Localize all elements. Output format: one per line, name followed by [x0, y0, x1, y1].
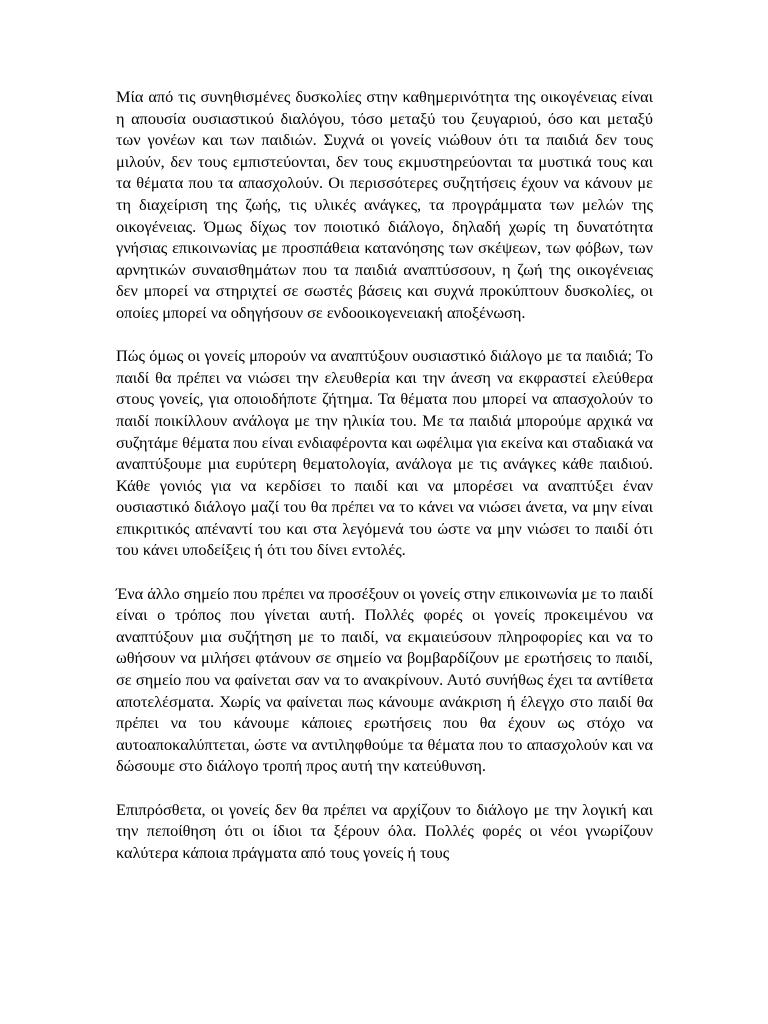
paragraph-1: Μία από τις συνηθισμένες δυσκολίες στην καθημερινότητα της οικογένειας είναι η απουσία ουσιαστικού διαλόγου, τόσο μεταξύ του ζευγαριού, όσο και μεταξύ των γονέων και των παιδιών. Συχνά οι γονείς νιώθουν ότι τα παιδιά δεν τους μιλούν, δεν τους εμπιστεύονται, δεν τους εκμυστηρεύονται τα μυστικά τους και τα θέματα που τα απασχολούν. Οι περισσότερες συζητήσεις έχουν να κάνουν με τη διαχείριση της ζωής, τις υλικές ανάγκες, τα προγράμματα των μελών της οικογένειας. Όμως δίχως τον ποιοτικό διάλογο, δηλαδή χωρίς τη δυνατότητα γνήσιας επικοινωνίας με προσπάθεια κατανόησης των σκέψεων, των φόβων, των αρνητικών συναισθημάτων που τα παιδιά αναπτύσσουν, η ζωή της οικογένειας δεν μπορεί να στηριχτεί σε σωστές βάσεις και συχνά προκύπτουν δυσκολίες, οι οποίες μπορεί να οδηγήσουν σε ενδοοικογενειακή αποξένωση.: [116, 87, 653, 322]
document-page: [116, 86, 653, 863]
paragraph-4: Επιπρόσθετα, οι γονείς δεν θα πρέπει να αρχίζουν το διάλογο με την λογική και την πεποίθηση ότι οι ίδιοι τα ξέρουν όλα. Πολλές φορές οι νέοι γνωρίζουν καλύτερα κάποια πράγματα από τους γονείς ή τους: [116, 799, 653, 862]
paragraph-3: Ένα άλλο σημείο που πρέπει να προσέξουν οι γονείς στην επικοινωνία με το παιδί είναι ο τρόπος που γίνεται αυτή. Πολλές φορές οι γονείς προκειμένου να αναπτύξουν μια συζήτηση με το παιδί, να εκμαιεύσουν πληροφορίες και να το ωθήσουν να μιλήσει φτάνουν σε σημείο να βομβαρδίζουν με ερωτήσεις το παιδί, σε σημείο που να φαίνεται σαν να το ανακρίνουν. Αυτό συνήθως έχει τα αντίθετα αποτελέσματα. Χωρίς να φαίνεται πως κάνουμε ανάκριση ή έλεγχο στο παιδί θα πρέπει να του κάνουμε κάποιες ερωτήσεις που θα έχουν ως στόχο να αυτοαποκαλύπτεται, ώστε να αντιληφθούμε τα θέματα που το απασχολούν και να δώσουμε στο διάλογο τροπή προς αυτή την κατεύθυνση.: [116, 583, 653, 776]
paragraph-2: Πώς όμως οι γονείς μπορούν να αναπτύξουν ουσιαστικό διάλογο με τα παιδιά; Το παιδί θα πρέπει να νιώσει την ελευθερία και την άνεση να εκφραστεί ελεύθερα στους γονείς, για οποιοδήποτε ζήτημα. Τα θέματα που μπορεί να απασχολούν το παιδί ποικίλλουν ανάλογα με την ηλικία του. Με τα παιδιά μπορούμε αρχικά να συζητάμε θέματα που είναι ενδιαφέροντα και ωφέλιμα για εκείνα και σταδιακά να αναπτύξουμε μια ευρύτερη θεματολογία, ανάλογα με τις ανάγκες κάθε παιδιού. Κάθε γονιός για να κερδίσει το παιδί και να μπορέσει να αναπτύξει έναν ουσιαστικό διάλογο μαζί του θα πρέπει να το κάνει να νιώσει άνετα, να μην είναι επικριτικός απέναντί του και στα λεγόμενά του ώστε να μην νιώσει το παιδί ότι του κάνει υποδείξεις ή ότι του δίνει εντολές.: [116, 346, 653, 560]
